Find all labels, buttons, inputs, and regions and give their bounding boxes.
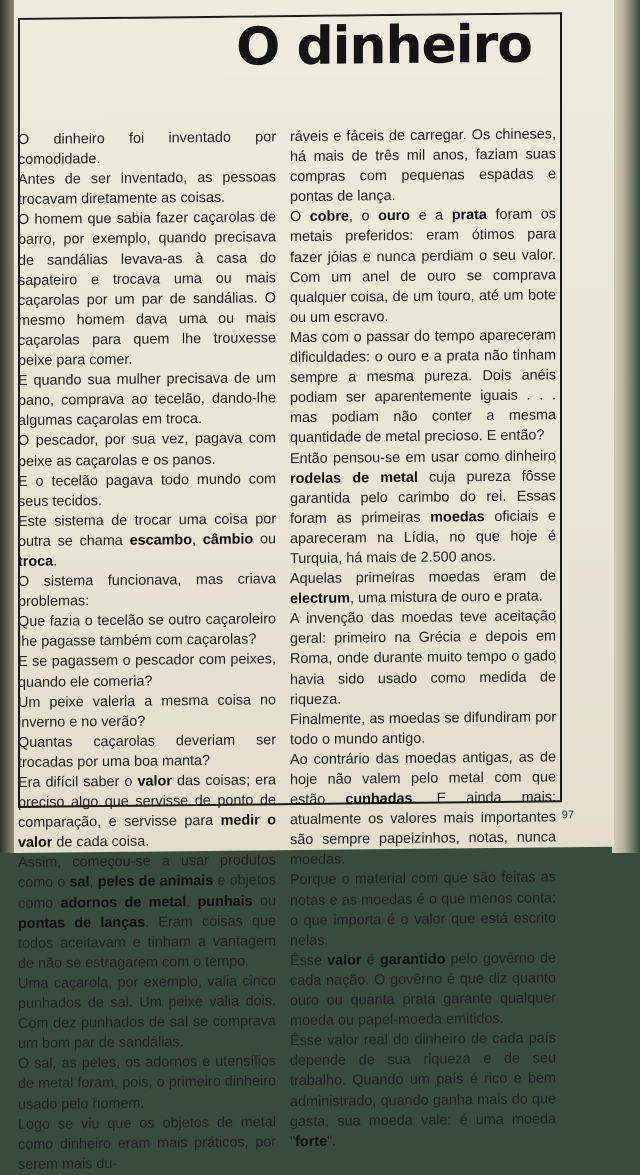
bold-term: rodelas de metal bbox=[290, 469, 418, 487]
text-run: O sal, as peles, os adornos e utensílios de metal foram, pois, o primeiro dinheiro usado pelo homem. bbox=[18, 1053, 276, 1113]
bold-term: cunhadas bbox=[345, 790, 413, 808]
text-run: ". bbox=[327, 1133, 337, 1150]
paragraph bbox=[18, 469, 276, 512]
bold-term: sal bbox=[69, 874, 90, 891]
text-run: Antes de ser inventado, as pessoas trocavam diretamente as coisas. bbox=[18, 169, 276, 209]
paragraph bbox=[290, 205, 556, 328]
text-run: O sistema funcionava, mas criava problemas: bbox=[18, 571, 276, 611]
bold-term: valor bbox=[327, 952, 362, 969]
paragraph bbox=[18, 167, 276, 210]
text-run: , o bbox=[348, 208, 379, 225]
paragraph bbox=[18, 569, 276, 612]
text-run: Uma caçarola, por exemplo, valia cinco punhados de sal. Um peixe valia dois. Com dez punhados de sal se comprava um bom par de sandálias. bbox=[18, 973, 276, 1053]
text-run: , bbox=[192, 531, 203, 549]
text-run: . Eram coisas que todos aceitavam e tinham a vantagem de não se estragarem com o tempo. bbox=[18, 912, 276, 972]
text-run: Um peixe valeria a mesma coisa no inverno e no verão? bbox=[18, 691, 276, 731]
text-run: Porque o material com que são feitas as notas e as moedas é o que menos conta: o que importa é o valor que está escrito nelas. bbox=[290, 869, 556, 949]
text-run: Êsse valor real do dinheiro de cada país depende de sua riqueza e de seu trabalho. Quando um país é rico e bem administrado, quando ganha mais do que gasta, sua moeda vale: é uma moeda " bbox=[290, 1030, 556, 1150]
right-text-column bbox=[290, 124, 556, 1152]
paragraph bbox=[18, 690, 276, 733]
paragraph bbox=[18, 1112, 276, 1175]
text-run: cuja pureza fôsse garantida pelo carimbo do rei. Essas foram as primeiras bbox=[290, 467, 556, 527]
bold-term: peles de animais bbox=[97, 873, 214, 891]
text-run: Assim, começou-se a usar produtos como o bbox=[18, 852, 276, 892]
text-run: A invenção das moedas teve aceitação geral: primeiro na Grécia e depois em Roma, onde durante muito tempo o gado havia sido usado como medida de riqueza. bbox=[290, 608, 556, 708]
paragraph bbox=[290, 747, 556, 870]
paragraph bbox=[290, 325, 556, 448]
bold-term: punhais bbox=[197, 893, 253, 910]
paragraph bbox=[18, 208, 276, 371]
paragraph bbox=[290, 948, 556, 1031]
paragraph bbox=[18, 509, 276, 572]
text-run: ou bbox=[252, 892, 276, 910]
paragraph bbox=[290, 124, 556, 207]
text-run: Ao contrário das moedas antigas, as de hoje não valem pelo metal com que estão bbox=[290, 749, 556, 809]
bold-term: forte bbox=[295, 1133, 328, 1150]
paragraph bbox=[18, 971, 276, 1054]
bold-term: electrum bbox=[290, 590, 350, 608]
text-run: Finalmente, as moedas se difundiram por todo o mundo antigo. bbox=[290, 709, 556, 748]
paragraph bbox=[18, 770, 276, 853]
text-run: é bbox=[361, 952, 380, 969]
bold-term: medir o valor bbox=[18, 812, 277, 852]
text-run: oficiais e apareceram na Lídia, no que hoje é Turquia, há mais de 2.500 anos. bbox=[290, 508, 556, 568]
bold-term: troca bbox=[18, 553, 54, 570]
text-run: das coisas; era preciso algo que servisse de ponto de comparação, e servisse para bbox=[18, 772, 276, 832]
bold-term: escambo bbox=[129, 532, 192, 549]
paragraph bbox=[18, 650, 276, 693]
paragraph bbox=[18, 851, 276, 974]
paragraph bbox=[18, 1052, 276, 1115]
text-run: e objetos como bbox=[18, 872, 276, 912]
text-run: Então pensou-se em usar como dinheiro bbox=[290, 447, 556, 467]
paragraph bbox=[18, 368, 276, 431]
book-page bbox=[14, 0, 614, 1173]
text-run: . E ainda mais: atualmente os valores mais importantes são sempre papeizinhos, notas, nunca moedas. bbox=[290, 789, 556, 869]
bold-term: moedas bbox=[430, 508, 485, 526]
text-run: ráveis e fáceis de carregar. Os chineses, há mais de três mil anos, faziam suas compras com pequenas espadas e pontas de lança. bbox=[290, 126, 556, 206]
paragraph bbox=[18, 730, 276, 773]
bold-term: pontas de lanças bbox=[18, 914, 146, 932]
book-cover-edge bbox=[612, 0, 640, 853]
text-run: O dinheiro foi inventado por comodidade. bbox=[18, 129, 276, 169]
text-run: , uma mistura de ouro e prata. bbox=[350, 588, 543, 607]
text-run: O bbox=[290, 209, 310, 226]
text-run: O homem que sabia fazer caçarolas de barro, por exemplo, quando precisava de sandálias levava-as à casa do sapateiro e trocava uma ou mais caçarolas por um par de sandálias. O mesmo homem dava uma ou mais caçarolas para quem lhe trouxesse peixe para comer. bbox=[18, 209, 276, 369]
text-run: O pescador, por sua vez, pagava com peixe as caçarolas e os panos. bbox=[18, 430, 276, 470]
bold-term: prata bbox=[451, 207, 487, 224]
text-run: Mas com o passar do tempo apareceram dificuldades: o ouro e a prata não tinham sempre a mesma pureza. Dois anéis podiam ser aparentemente iguais . . . mas podiam não conter a mesma quantidade de metal precioso. E então? bbox=[290, 327, 556, 447]
text-run: , bbox=[89, 874, 98, 891]
text-run: e a bbox=[410, 207, 452, 225]
text-run: . bbox=[53, 553, 58, 570]
text-run: Era difícil saber o bbox=[18, 773, 138, 791]
text-run: E o tecelão pagava todo mundo com seus tecidos. bbox=[18, 470, 276, 510]
text-run: Êsse bbox=[290, 952, 328, 969]
paragraph bbox=[290, 707, 556, 750]
bold-term: valor bbox=[137, 773, 172, 790]
text-run: Este sistema de trocar uma coisa por outra se chama bbox=[18, 511, 276, 550]
text-run: E quando sua mulher precisava de um pano, comprava ao tecelão, dando-lhe algumas caçarolas em troca. bbox=[18, 370, 276, 430]
text-run: de cada coisa. bbox=[52, 833, 150, 851]
bold-term: ouro bbox=[378, 208, 411, 225]
text-run: Quantas caçarolas deveriam ser trocadas por uma boa manta? bbox=[18, 732, 276, 771]
page-number: 97 bbox=[561, 809, 574, 822]
paragraph bbox=[18, 429, 276, 472]
paragraph bbox=[290, 1029, 556, 1152]
paragraph bbox=[290, 566, 556, 609]
paragraph bbox=[18, 127, 276, 170]
bold-term: câmbio bbox=[202, 531, 254, 548]
text-run: Logo se viu que os objetos de metal como dinheiro eram mais práticos, por serem mais du- bbox=[18, 1113, 276, 1173]
text-run: , bbox=[186, 893, 198, 910]
paragraph bbox=[290, 446, 556, 569]
paragraph bbox=[290, 607, 556, 710]
paragraph bbox=[290, 868, 556, 951]
text-run: pelo govêrno de cada nação. O govêrno é que diz quanto ouro ou quanta prata garante qualquer moeda ou papel-moeda emitidos. bbox=[290, 950, 557, 1030]
text-run: Aquelas primeiras moedas eram de bbox=[290, 568, 556, 588]
page-title: O dinheiro bbox=[224, 14, 544, 77]
paragraph bbox=[18, 610, 276, 653]
text-run: ou bbox=[253, 531, 277, 548]
bold-term: cobre bbox=[309, 208, 349, 226]
text-run: E se pagassem o pescador com peixes, quando ele comeria? bbox=[18, 651, 276, 691]
bold-term: garantido bbox=[379, 951, 446, 969]
bold-term: adornos de metal bbox=[60, 893, 187, 912]
text-run: foram os metais preferidos: eram ótimos para fazer jóias e nunca perdiam o seu valor. Com um anel de ouro se comprava qualquer coisa, de um touro, até um bote ou um escravo. bbox=[290, 206, 556, 326]
left-text-column bbox=[18, 127, 276, 1175]
text-run: Que fazia o tecelão se outro caçaroleiro lhe pagasse também com caçarolas? bbox=[18, 611, 276, 651]
